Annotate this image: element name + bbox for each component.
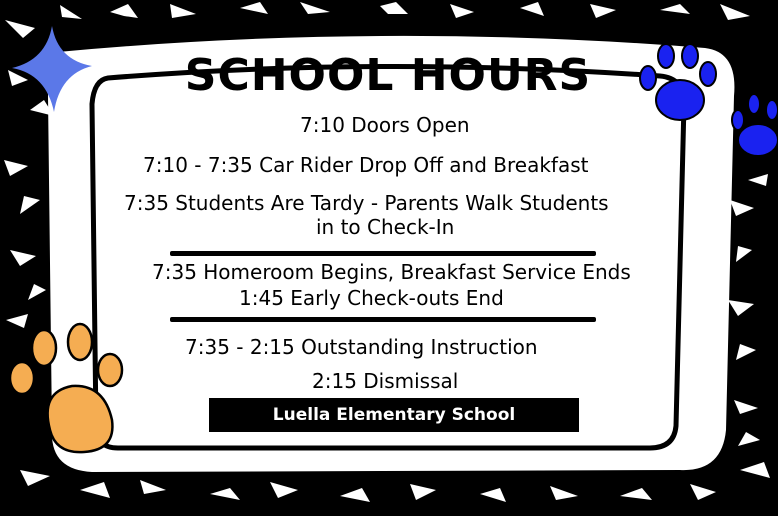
schedule-line-tardy-continued: in to Check-In (316, 215, 455, 239)
schedule-line-car-rider: 7:10 - 7:35 Car Rider Drop Off and Breakfast (143, 153, 589, 177)
school-name-banner (209, 398, 579, 432)
schedule-line-doors-open: 7:10 Doors Open (300, 113, 470, 137)
schedule-line-tardy: 7:35 Students Are Tardy - Parents Walk Students (124, 191, 609, 215)
schedule-line-instruction: 7:35 - 2:15 Outstanding Instruction (185, 335, 538, 359)
schedule-line-dismissal: 2:15 Dismissal (312, 369, 459, 393)
school-name: Luella Elementary School (272, 405, 516, 425)
divider (170, 317, 596, 322)
divider (170, 251, 596, 256)
page-title: SCHOOL HOURS (184, 50, 592, 101)
schedule-line-early-checkout: 1:45 Early Check-outs End (239, 286, 504, 310)
schedule-line-homeroom: 7:35 Homeroom Begins, Breakfast Service Ends (152, 260, 631, 284)
